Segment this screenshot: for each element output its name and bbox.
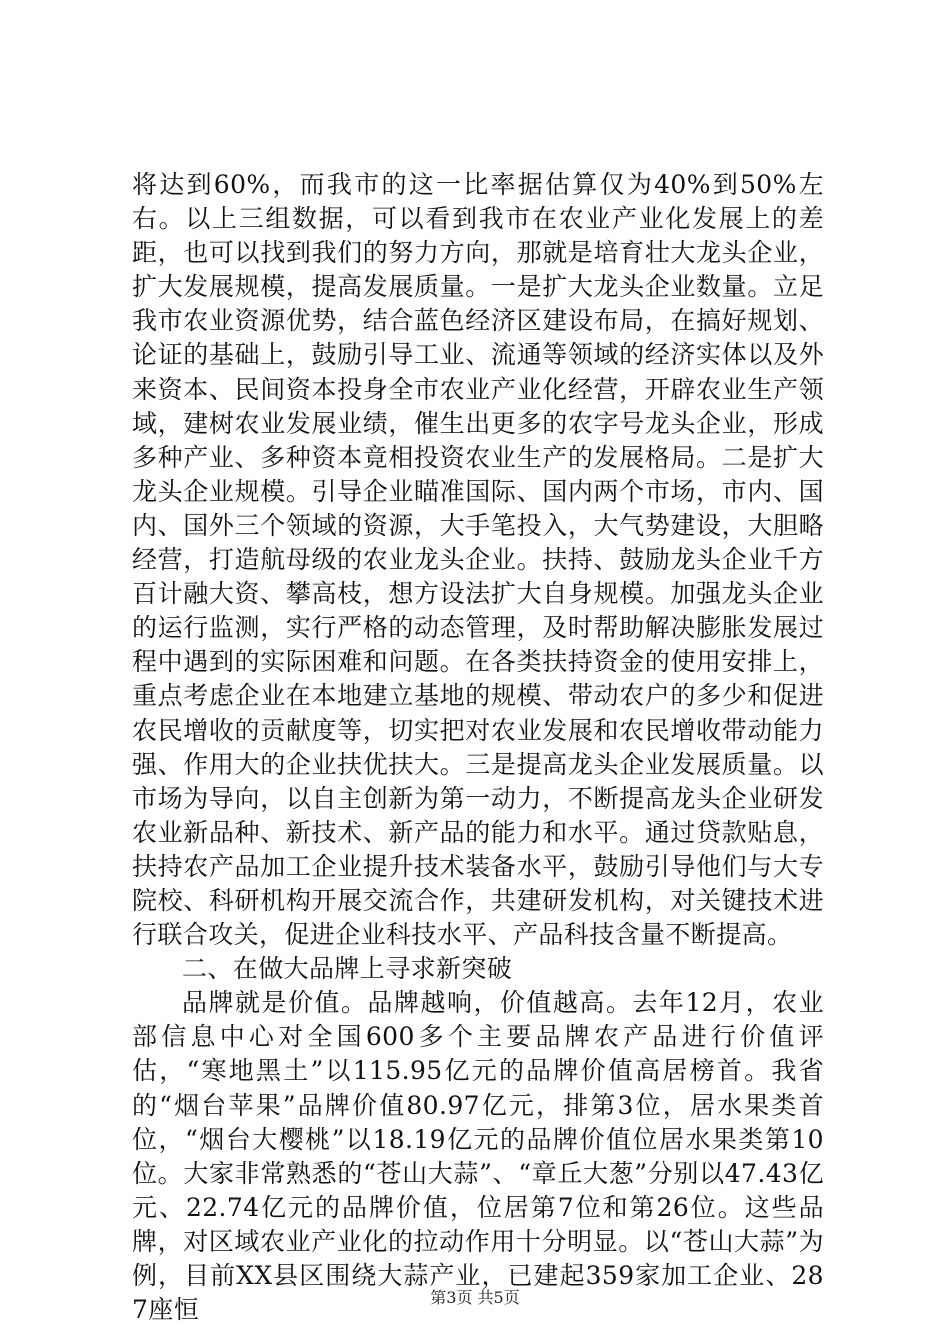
- body-paragraph-1: 将达到60%，而我市的这一比率据估算仅为40%到50%左右。以上三组数据，可以看到我市在农业产业化发展上的差距，也可以找到我们的努力方向，那就是培育壮大龙头企业，扩大发展规模，提高发展质量。一是扩大龙头企业数量。立足我市农业资源优势，结合蓝色经济区建设布局，在搞好规划、论证的基础上，鼓励引导工业、流通等领域的经济实体以及外来资本、民间资本投身全市农业产业化经营，开辟农业生产领域，建树农业发展业绩，催生出更多的农字号龙头企业，形成多种产业、多种资本竟相投资农业生产的发展格局。二是扩大龙头企业规模。引导企业瞄准国际、国内两个市场，市内、国内、国外三个领域的资源，大手笔投入，大气势建设，大胆略经营，打造航母级的农业龙头企业。扶持、鼓励龙头企业千方百计融大资、攀高枝，想方设法扩大自身规模。加强龙头企业的运行监测，实行严格的动态管理，及时帮助解决膨胀发展过程中遇到的实际困难和问题。在各类扶持资金的使用安排上，重点考虑企业在本地建立基地的规模、带动农户的多少和促进农民增收的贡献度等，切实把对农业发展和农民增收带动能力强、作用大的企业扶优扶大。三是提高龙头企业发展质量。以市场为导向，以自主创新为第一动力，不断提高龙头企业研发农业新品种、新技术、新产品的能力和水平。通过贷款贴息，扶持农产品加工企业提升技术装备水平，鼓励引导他们与大专院校、科研机构开展交流合作，共建研发机构，对关键技术进行联合攻关，促进企业科技水平、产品科技含量不断提高。: [132, 170, 824, 950]
- document-body: [132, 168, 824, 1327]
- page-footer: 第3页 共5页: [430, 1288, 520, 1307]
- body-paragraph-2: 品牌就是价值。品牌越响，价值越高。去年12月，农业部信息中心对全国600多个主要品牌农产品进行价值评估，“寒地黑土”以115.95亿元的品牌价值高居榜首。我省的“烟台苹果”品牌价值80.97亿元，排第3位，居水果类首位，“烟台大樱桃”以18.19亿元的品牌价值位居水果类第10位。大家非常熟悉的“苍山大蒜”、“章丘大葱”分别以47.43亿元、22.74亿元的品牌价值，位居第7位和第26位。这些品牌，对区域农业产业化的拉动作用十分明显。以“苍山大蒜”为例，目前XX县区围绕大蒜产业，已建起359家加工企业、287座恒: [132, 988, 824, 1325]
- section-heading-2: 二、在做大品牌上寻求新突破: [182, 954, 513, 984]
